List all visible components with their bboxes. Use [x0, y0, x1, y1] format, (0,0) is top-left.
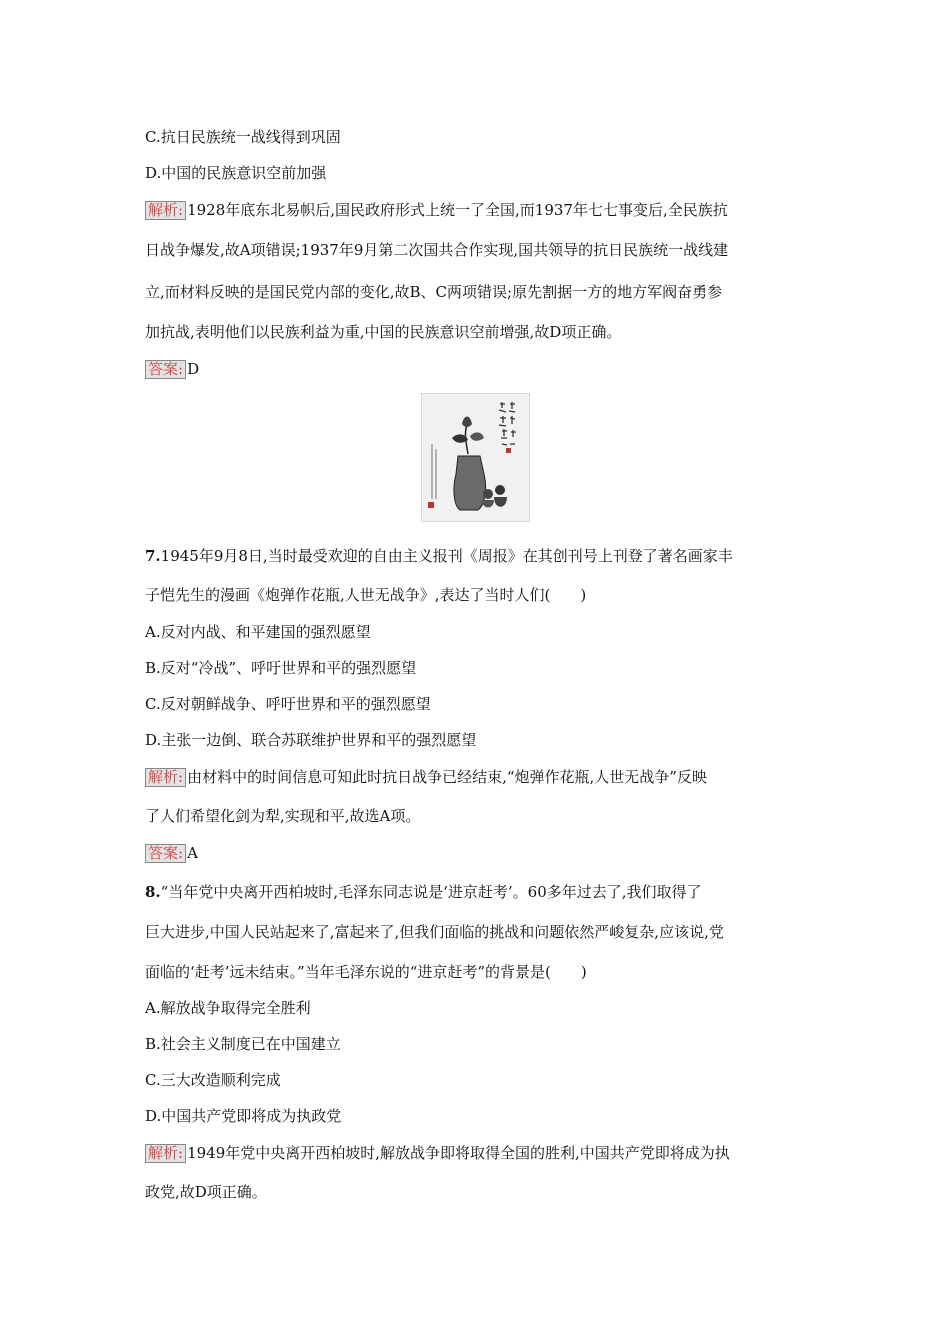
q8-option-a: A.解放战争取得完全胜利: [145, 999, 311, 1017]
q7-option-a: A.反对内战、和平建国的强烈愿望: [145, 623, 371, 641]
q8-analysis-line-1: 解析: 1949年党中央离开西柏坡时,解放战争即将取得全国的胜利,中国共产党即将成为执: [145, 1143, 810, 1163]
q7-analysis-line-2: 了人们希望化剑为犁,实现和平,故选A项。: [145, 807, 421, 825]
figure-body-2: [494, 497, 507, 507]
analysis-tag: 解析:: [145, 768, 186, 787]
q6-option-d: D.中国的民族意识空前加强: [145, 164, 327, 182]
answer-tag: 答案:: [145, 844, 186, 863]
q7-option-b: B.反对“冷战”、呼吁世界和平的强烈愿望: [145, 659, 417, 677]
calligraphy-inscription: [499, 402, 516, 445]
q7-option-d: D.主张一边倒、联合苏联维护世界和平的强烈愿望: [145, 731, 477, 749]
q6-analysis-line-2: 日战争爆发,故A项错误;1937年9月第二次国共合作实现,国共领导的抗日民族统一战线建: [145, 241, 729, 259]
q7-analysis-line-1: 解析: 由材料中的时间信息可知此时抗日战争已经结束,“炮弹作花瓶,人世无战争”反映: [145, 767, 810, 787]
question-number: 7.: [145, 547, 161, 565]
q7-answer: 答案: A: [145, 843, 810, 863]
q8-analysis-line-2: 政党,故D项正确。: [145, 1183, 267, 1201]
red-seal-2: [506, 448, 511, 453]
question-number: 8.: [145, 883, 161, 901]
red-seal: [428, 502, 434, 508]
q7-option-c: C.反对朝鲜战争、呼吁世界和平的强烈愿望: [145, 695, 431, 713]
q8-option-d: D.中国共产党即将成为执政党: [145, 1107, 342, 1125]
analysis-tag: 解析:: [145, 201, 186, 220]
q6-analysis-line-3: 立,而材料反映的是国民党内部的变化,故B、C两项错误;原先割据一方的地方军阀奋勇参: [145, 283, 723, 301]
q6-option-c: C.抗日民族统一战线得到巩固: [145, 128, 341, 146]
figure-head-2: [495, 485, 505, 495]
cartoon-drawing: [422, 394, 529, 521]
q6-analysis-line-4: 加抗战,表明他们以民族利益为重,中国的民族意识空前增强,故D项正确。: [145, 323, 622, 341]
shell-vase: [454, 456, 486, 510]
q6-answer: 答案: D: [145, 359, 810, 379]
lotus-flower: [452, 417, 484, 455]
small-inscription: [432, 444, 436, 499]
answer-tag: 答案:: [145, 360, 186, 379]
analysis-tag: 解析:: [145, 1144, 186, 1163]
q8-stem-line-2: 巨大进步,中国人民站起来了,富起来了,但我们面临的挑战和问题依然严峻复杂,应该说,党: [145, 923, 724, 941]
q7-stem-line-2: 子恺先生的漫画《炮弹作花瓶,人世无战争》,表达了当时人们( ): [145, 586, 587, 604]
cartoon-illustration: [421, 393, 530, 522]
q8-stem-line-1: 8.“当年党中央离开西柏坡时,毛泽东同志说是‘进京赶考’。60多年过去了,我们取得了: [145, 883, 702, 901]
q7-stem-line-1: 7.1945年9月8日,当时最受欢迎的自由主义报刊《周报》在其创刊号上刊登了著名画家丰: [145, 547, 733, 565]
q8-option-c: C.三大改造顺利完成: [145, 1071, 281, 1089]
q8-stem-line-3: 面临的‘赶考’远未结束。”当年毛泽东说的“进京赶考”的背景是( ): [145, 963, 587, 981]
q8-option-b: B.社会主义制度已在中国建立: [145, 1035, 341, 1053]
figure-body-1: [482, 500, 494, 508]
q6-analysis-line-1: 解析: 1928年底东北易帜后,国民政府形式上统一了全国,而1937年七七事变后,全民族抗: [145, 200, 810, 220]
figure-head-1: [483, 489, 493, 499]
